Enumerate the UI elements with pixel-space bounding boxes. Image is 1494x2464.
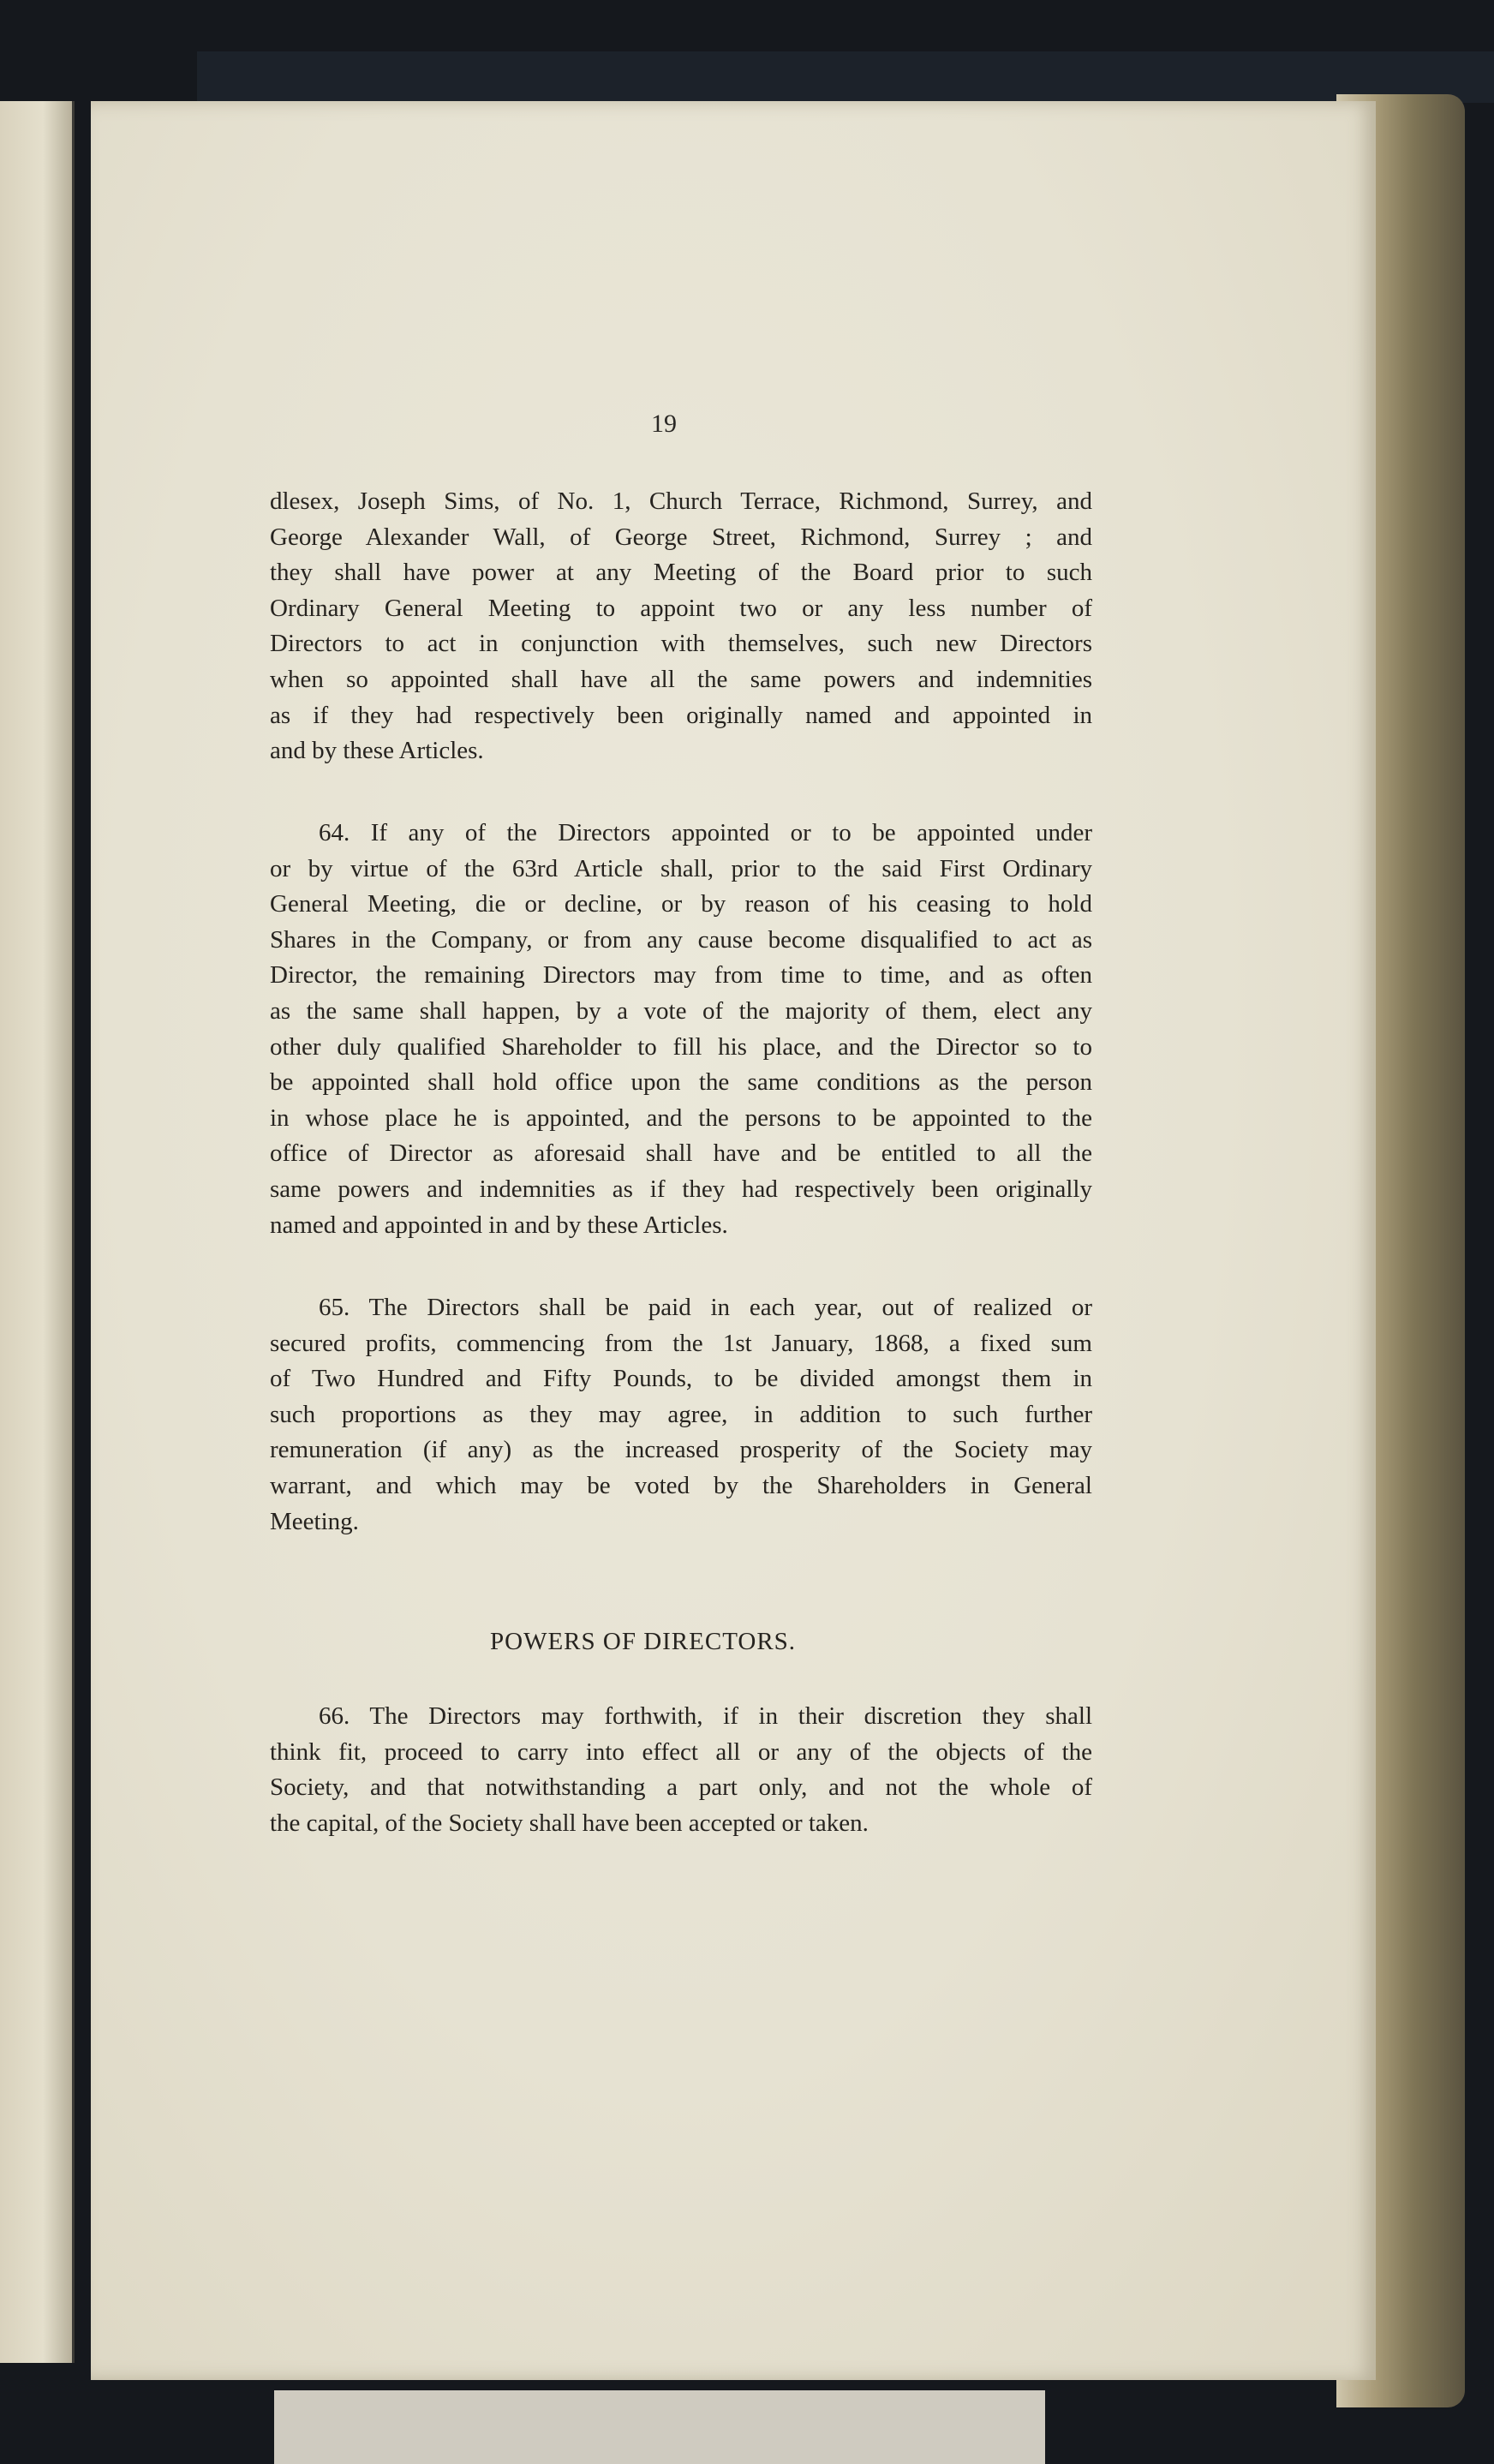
paragraph-1-line: as if they had respectively been originally named and appointed in (270, 701, 1092, 729)
left-page-edge (0, 101, 75, 2363)
paper-strip (274, 2390, 1045, 2464)
paragraph-3-line: secured profits, commencing from the 1st January, 1868, a fixed sum (270, 1329, 1092, 1357)
paragraph-4-line: 66. The Directors may forthwith, if in their discretion they shall (319, 1702, 1092, 1730)
section-heading: POWERS OF DIRECTORS. (490, 1628, 797, 1655)
paragraph-4-line: Society, and that notwithstanding a part only, and not the whole of (270, 1773, 1092, 1802)
book-page (91, 101, 1376, 2380)
paragraph-3-line: remuneration (if any) as the increased prosperity of the Society may (270, 1436, 1092, 1464)
paragraph-3-line: 65. The Directors shall be paid in each year, out of realized or (319, 1294, 1092, 1321)
paragraph-2-line: Director, the remaining Directors may from time to time, and as often (270, 961, 1092, 990)
paragraph-2-line: other duly qualified Shareholder to fill his place, and the Director so to (270, 1032, 1092, 1061)
paragraph-2-line: same powers and indemnities as if they had respectively been originally (270, 1175, 1092, 1203)
paragraph-1-line: Directors to act in conjunction with themselves, such new Directors (270, 630, 1092, 658)
paragraph-1-line: they shall have power at any Meeting of the Board prior to such (270, 559, 1092, 587)
paragraph-2-line: in whose place he is appointed, and the persons to be appointed to the (270, 1103, 1092, 1132)
paragraph-2-line: or by virtue of the 63rd Article shall, prior to the said First Ordinary (270, 854, 1092, 882)
paragraph-2-line: be appointed shall hold office upon the same conditions as the person (270, 1068, 1092, 1097)
paragraph-2-line: 64. If any of the Directors appointed or to be appointed under (319, 819, 1092, 846)
paragraph-4-line: the capital, of the Society shall have been accepted or taken. (270, 1809, 869, 1837)
paragraph-1-line: Ordinary General Meeting to appoint two or any less number of (270, 594, 1092, 622)
paragraph-1-line: dlesex, Joseph Sims, of No. 1, Church Terrace, Richmond, Surrey, and (270, 487, 1092, 515)
paragraph-2-line: Shares in the Company, or from any cause become disqualified to act as (270, 925, 1092, 954)
paragraph-3-line: Meeting. (270, 1507, 359, 1535)
paragraph-1-line: George Alexander Wall, of George Street, Richmond, Surrey ; and (270, 523, 1092, 551)
paragraph-4-line: think fit, proceed to carry into effect all or any of the objects of the (270, 1737, 1092, 1766)
book-cover-edge (197, 51, 1494, 103)
paragraph-3-line: of Two Hundred and Fifty Pounds, to be divided amongst them in (270, 1365, 1092, 1393)
paragraph-2-line: as the same shall happen, by a vote of the majority of them, elect any (270, 997, 1092, 1025)
paragraph-3-line: warrant, and which may be voted by the Shareholders in General (270, 1472, 1092, 1499)
paragraph-3-line: such proportions as they may agree, in addition to such further (270, 1400, 1092, 1428)
paragraph-1-line: and by these Articles. (270, 737, 484, 765)
paragraph-2-line: named and appointed in and by these Articles. (270, 1211, 728, 1239)
page-number: 19 (651, 410, 677, 438)
paragraph-2-line: General Meeting, die or decline, or by reason of his ceasing to hold (270, 890, 1092, 918)
paragraph-1-line: when so appointed shall have all the same powers and indemnities (270, 666, 1092, 693)
paragraph-2-line: office of Director as aforesaid shall have and be entitled to all the (270, 1139, 1092, 1168)
